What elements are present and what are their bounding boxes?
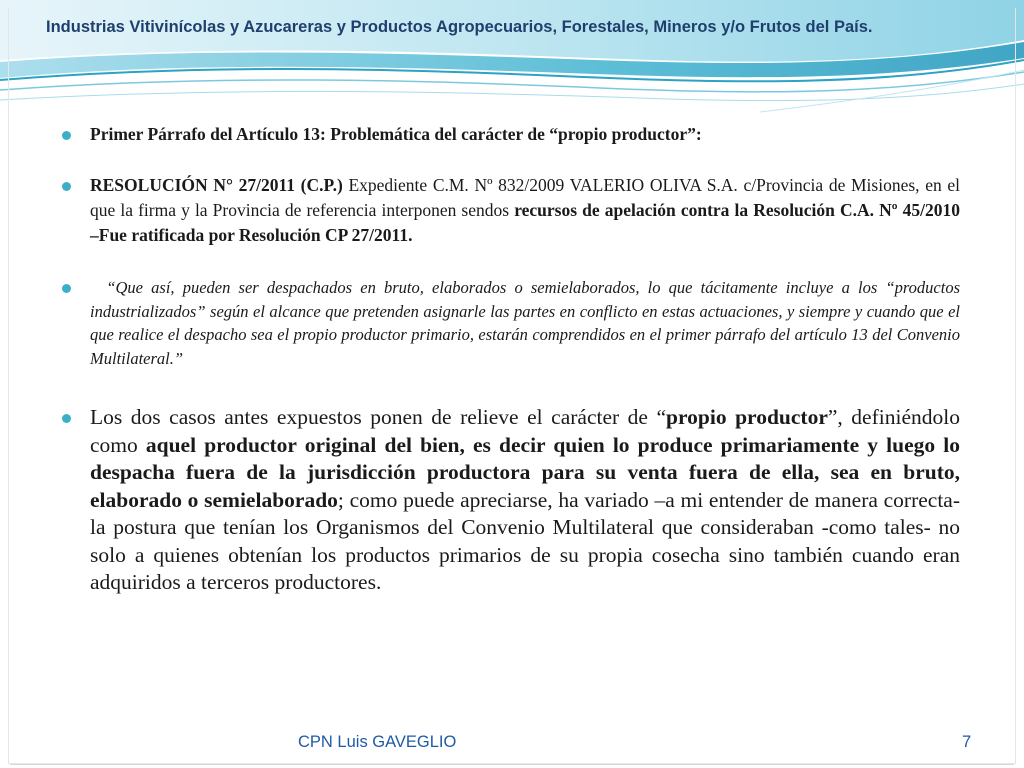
bullet-item-4	[62, 404, 960, 597]
bullet-2-emphasis: recursos de apelación contra la Resolución C.A. Nº 45/2010 –Fue ratificada por Resolución CP 27/2011.	[90, 200, 961, 245]
bullet-dot-icon	[62, 131, 71, 140]
bullet-4-text-a: Los dos casos antes expuestos ponen de relieve el carácter de “	[90, 405, 667, 429]
bullet-4-text-b: ”, definiéndolo como	[90, 405, 960, 457]
quote-text: “Que así, pueden ser despachados en bruto, elaborados o semielaborados, lo que tácitamente incluye a los “productos industrializados” según el alcance que pretenden asignarle las partes en conflicto en estas actuaciones, y siempre y cuando que el que realice el despacho sea el propio productor primario, estarán comprendidos en el primer párrafo del artículo 13 del Convenio Multilateral.”	[90, 278, 965, 368]
bullet-1-text: Primer Párrafo del Artículo 13: Problemática del carácter de “propio productor”:	[90, 124, 702, 144]
bullet-dot-icon	[62, 284, 71, 293]
slide-title: Industrias Vitivinícolas y Azucareras y Productos Agropecuarios, Forestales, Mineros y/o Frutos del País.	[46, 18, 873, 36]
resolution-reference: RESOLUCIÓN N° 27/2011 (C.P.)	[90, 175, 343, 195]
bullet-4-definition: aquel productor original del bien, es decir quien lo produce primariamente y luego lo despacha fuera de la jurisdicción productora para su venta fuera de ella, sea en bruto, elaborado o semielaborado	[90, 432, 960, 512]
bullet-dot-icon	[62, 182, 71, 191]
bullet-2-text: Expediente C.M. Nº 832/2009 VALERIO OLIVA S.A. c/Provincia de Misiones, en el que la firma y la Provincia de referencia interponen sendos	[90, 175, 960, 220]
bullet-4-term: propio productor	[666, 405, 828, 429]
slide-body	[62, 122, 965, 597]
footer-divider	[10, 764, 1014, 765]
page-number: 7	[962, 733, 972, 751]
bullet-item-3	[62, 276, 965, 370]
bullet-dot-icon	[62, 414, 71, 423]
bullet-item-2	[62, 173, 960, 248]
bullet-4-text-c: ; como puede apreciarse, ha variado –a mi entender de manera correcta- la postura que tenían los Organismos del Convenio Multilateral que consideraban -como tales- no solo a quienes obtenían los productos primarios de su propia cosecha sino también cuando eran adquiridos a terceros productores.	[90, 487, 960, 594]
bullet-item-1	[62, 122, 960, 147]
footer-author: CPN Luis GAVEGLIO	[298, 733, 457, 751]
